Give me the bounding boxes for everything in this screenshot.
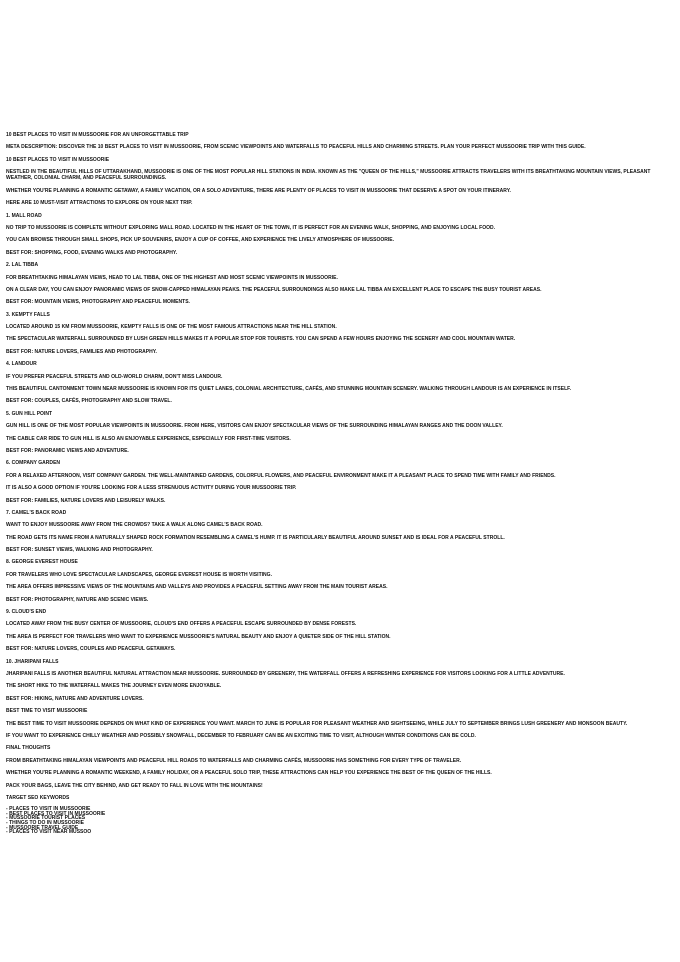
document-paragraph: 1. MALL ROAD	[6, 212, 42, 219]
document-paragraph: FINAL THOUGHTS	[6, 745, 51, 752]
document-paragraph: 10. JHARIPANI FALLS	[6, 658, 59, 665]
keyword-item: - MUSSOORIE TRAVEL GUIDE	[6, 824, 79, 831]
document-paragraph: FOR BREATHTAKING HIMALAYAN VIEWS, HEAD TO LAL TIBBA, ONE OF THE HIGHEST AND MOST SCENIC VIEWPOINTS IN MUSSOORIE.	[6, 274, 338, 281]
document-paragraph: WHETHER YOU'RE PLANNING A ROMANTIC WEEKEND, A FAMILY HOLIDAY, OR A PEACEFUL SOLO TRIP, THESE ATTRACTIONS CAN HELP YOU EXPERIENCE THE BEST OF THE QUEEN OF THE HILLS.	[6, 770, 492, 777]
keyword-item: - PLACES TO VISIT IN MUSSOORIE	[6, 806, 91, 813]
document-paragraph: LOCATED AROUND 15 KM FROM MUSSOORIE, KEMPTY FALLS IS ONE OF THE MOST FAMOUS ATTRACTIONS NEAR THE HILL STATION.	[6, 324, 337, 331]
document-paragraph: 10 BEST PLACES TO VISIT IN MUSSOORIE FOR AN UNFORGETTABLE TRIP	[6, 132, 189, 138]
document-paragraph: ON A CLEAR DAY, YOU CAN ENJOY PANORAMIC VIEWS OF SNOW-CAPPED HIMALAYAN PEAKS. THE PEACEFUL SURROUNDINGS ALSO MAKE LAL TIBBA AN EXCELLENT PLACE TO ESCAPE THE BUSY TOURIST AREAS.	[6, 286, 542, 293]
document-paragraph: GUN HILL IS ONE OF THE MOST POPULAR VIEWPOINTS IN MUSSOORIE. FROM HERE, VISITORS CAN ENJOY SPECTACULAR VIEWS OF THE SURROUNDING HIMALAYAN RANGES AND THE DOON VALLEY.	[6, 423, 503, 430]
document-paragraph: NESTLED IN THE BEAUTIFUL HILLS OF UTTARAKHAND, MUSSOORIE IS ONE OF THE MOST POPULAR HILL STATIONS IN INDIA. KNOWN AS THE "QUEEN OF THE HILLS," MUSSOORIE ATTRACTS TRAVELERS WITH ITS BREATHTAKING MOUNTAIN VIEWS, PLEASANT WEATHER, COLONIAL CHARM, AND PEACEFUL SURROUNDINGS.	[6, 169, 651, 182]
document-paragraph: 3. KEMPTY FALLS	[6, 311, 50, 318]
document-paragraph: BEST FOR: MOUNTAIN VIEWS, PHOTOGRAPHY AND PEACEFUL MOMENTS.	[6, 299, 190, 306]
document-paragraph: THE AREA OFFERS IMPRESSIVE VIEWS OF THE MOUNTAINS AND VALLEYS AND PROVIDES A PEACEFUL SETTING AWAY FROM THE MAIN TOURIST AREAS.	[6, 584, 388, 591]
document-paragraph: WANT TO ENJOY MUSSOORIE AWAY FROM THE CROWDS? TAKE A WALK ALONG CAMEL'S BACK ROAD.	[6, 522, 263, 529]
document-paragraph: 7. CAMEL'S BACK ROAD	[6, 509, 67, 516]
keyword-item: - MUSSOORIE TOURIST PLACES	[6, 815, 86, 822]
document-paragraph: BEST FOR: HIKING, NATURE AND ADVENTURE LOVERS.	[6, 695, 144, 702]
document-paragraph: THE AREA IS PERFECT FOR TRAVELERS WHO WANT TO EXPERIENCE MUSSOORIE'S NATURAL BEAUTY AND ENJOY A QUIETER SIDE OF THE HILL STATION.	[6, 633, 391, 640]
document-paragraph: 6. COMPANY GARDEN	[6, 460, 61, 467]
document-paragraph: LOCATED AWAY FROM THE BUSY CENTER OF MUSSOORIE, CLOUD'S END OFFERS A PEACEFUL ESCAPE SURROUNDED BY DENSE FORESTS.	[6, 621, 357, 628]
document-paragraph: BEST FOR: SHOPPING, FOOD, EVENING WALKS AND PHOTOGRAPHY.	[6, 249, 178, 256]
document-paragraph: THE CABLE CAR RIDE TO GUN HILL IS ALSO AN ENJOYABLE EXPERIENCE, ESPECIALLY FOR FIRST-TIME VISITORS.	[6, 435, 291, 442]
document-paragraph: THE SPECTACULAR WATERFALL SURROUNDED BY LUSH GREEN HILLS MAKES IT A POPULAR STOP FOR TOURISTS. YOU CAN SPEND A FEW HOURS ENJOYING THE SCENERY AND COOL MOUNTAIN WATER.	[6, 336, 516, 343]
document-paragraph: THE ROAD GETS ITS NAME FROM A NATURALLY SHAPED ROCK FORMATION RESEMBLING A CAMEL'S HUMP. IT IS PARTICULARLY BEAUTIFUL AROUND SUNSET AND IS IDEAL FOR A PEACEFUL STROLL.	[6, 534, 505, 541]
document-paragraph: FOR A RELAXED AFTERNOON, VISIT COMPANY GARDEN. THE WELL-MAINTAINED GARDENS, COLORFUL FLOWERS, AND PEACEFUL ENVIRONMENT MAKE IT A PLEASANT PLACE TO SPEND TIME WITH FAMILY AND FRIENDS.	[6, 472, 556, 479]
document-paragraph: PACK YOUR BAGS, LEAVE THE CITY BEHIND, AND GET READY TO FALL IN LOVE WITH THE MOUNTAINS!	[6, 782, 263, 789]
document-paragraph: 8. GEORGE EVEREST HOUSE	[6, 559, 78, 566]
document-paragraph: BEST FOR: SUNSET VIEWS, WALKING AND PHOTOGRAPHY.	[6, 547, 153, 554]
document-paragraph: BEST FOR: PHOTOGRAPHY, NATURE AND SCENIC VIEWS.	[6, 596, 149, 603]
document-paragraph: IT IS ALSO A GOOD OPTION IF YOU'RE LOOKING FOR A LESS STRENUOUS ACTIVITY DURING YOUR MUSSOORIE TRIP.	[6, 485, 297, 492]
document-paragraph: BEST TIME TO VISIT MUSSOORIE	[6, 708, 88, 715]
document-paragraph: WHETHER YOU'RE PLANNING A ROMANTIC GETAWAY, A FAMILY VACATION, OR A SOLO ADVENTURE, THERE ARE PLENTY OF PLACES TO VISIT IN MUSSOORIE THAT DESERVE A SPOT ON YOUR ITINERARY.	[6, 187, 511, 194]
paragraph-container	[6, 132, 670, 801]
document-paragraph: NO TRIP TO MUSSOORIE IS COMPLETE WITHOUT EXPLORING MALL ROAD. LOCATED IN THE HEART OF THE TOWN, IT IS PERFECT FOR AN EVENING WALK, SHOPPING, AND ENJOYING LOCAL FOOD.	[6, 224, 496, 231]
document-paragraph: BEST FOR: PANORAMIC VIEWS AND ADVENTURE.	[6, 447, 129, 454]
document-paragraph: THE SHORT HIKE TO THE WATERFALL MAKES THE JOURNEY EVEN MORE ENJOYABLE.	[6, 683, 222, 690]
document-paragraph: BEST FOR: FAMILIES, NATURE LOVERS AND LEISURELY WALKS.	[6, 497, 166, 504]
keyword-list	[6, 807, 670, 835]
document-paragraph: IF YOU WANT TO EXPERIENCE CHILLY WEATHER AND POSSIBLY SNOWFALL, DECEMBER TO FEBRUARY CAN BE AN EXCITING TIME TO VISIT, ALTHOUGH WINTER CONDITIONS CAN BE COLD.	[6, 732, 476, 739]
document-paragraph: THE BEST TIME TO VISIT MUSSOORIE DEPENDS ON WHAT KIND OF EXPERIENCE YOU WANT. MARCH TO JUNE IS POPULAR FOR PLEASANT WEATHER AND SIGHTSEEING, WHILE JULY TO SEPTEMBER BRINGS LUSH GREENERY AND MONSOON BEAUTY.	[6, 720, 628, 727]
document-paragraph: 4. LANDOUR	[6, 361, 37, 368]
keyword-item: - PLACES TO VISIT NEAR MUSSOO	[6, 829, 92, 836]
document-paragraph: 10 BEST PLACES TO VISIT IN MUSSOORIE	[6, 156, 110, 163]
document-paragraph: THIS BEAUTIFUL CANTONMENT TOWN NEAR MUSSOORIE IS KNOWN FOR ITS QUIET LANES, COLONIAL ARCHITECTURE, CAFÉS, AND STUNNING MOUNTAIN SCENERY. WALKING THROUGH LANDOUR IS AN EXPERIENCE IN ITSELF.	[6, 386, 572, 393]
document-paragraph: HERE ARE 10 MUST-VISIT ATTRACTIONS TO EXPLORE ON YOUR NEXT TRIP.	[6, 200, 193, 207]
keyword-item: - BEST PLACES TO VISIT IN MUSSOORIE	[6, 810, 106, 817]
document-body	[6, 132, 670, 835]
document-paragraph: FOR TRAVELERS WHO LOVE SPECTACULAR LANDSCAPES, GEORGE EVEREST HOUSE IS WORTH VISITING.	[6, 571, 272, 578]
document-paragraph: 9. CLOUD'S END	[6, 609, 47, 616]
document-paragraph: 5. GUN HILL POINT	[6, 410, 53, 417]
document-paragraph: IF YOU PREFER PEACEFUL STREETS AND OLD-WORLD CHARM, DON'T MISS LANDOUR.	[6, 373, 223, 380]
document-paragraph: 2. LAL TIBBA	[6, 262, 39, 269]
document-paragraph: BEST FOR: COUPLES, CAFÉS, PHOTOGRAPHY AND SLOW TRAVEL.	[6, 398, 172, 405]
document-paragraph: BEST FOR: NATURE LOVERS, COUPLES AND PEACEFUL GETAWAYS.	[6, 646, 176, 653]
document-paragraph: TARGET SEO KEYWORDS	[6, 794, 70, 801]
document-paragraph: BEST FOR: NATURE LOVERS, FAMILIES AND PHOTOGRAPHY.	[6, 348, 157, 355]
keyword-item: - THINGS TO DO IN MUSSOORIE	[6, 820, 84, 827]
document-paragraph: JHARIPANI FALLS IS ANOTHER BEAUTIFUL NATURAL ATTRACTION NEAR MUSSOORIE. SURROUNDED BY GREENERY, THE WATERFALL OFFERS A REFRESHING EXPERIENCE FOR VISITORS LOOKING FOR A LITTLE ADVENTURE.	[6, 671, 565, 677]
document-paragraph: YOU CAN BROWSE THROUGH SMALL SHOPS, PICK UP SOUVENIRS, ENJOY A CUP OF COFFEE, AND EXPERIENCE THE LIVELY ATMOSPHERE OF MUSSOORIE.	[6, 237, 395, 244]
document-paragraph: FROM BREATHTAKING HIMALAYAN VIEWPOINTS AND PEACEFUL HILL ROADS TO WATERFALLS AND CHARMING CAFÉS, MUSSOORIE HAS SOMETHING FOR EVERY TYPE OF TRAVELER.	[6, 757, 462, 764]
document-paragraph: META DESCRIPTION: DISCOVER THE 10 BEST PLACES TO VISIT IN MUSSOORIE, FROM SCENIC VIEWPOINTS AND WATERFALLS TO PEACEFUL HILLS AND CHARMING STREETS. PLAN YOUR PERFECT MUSSOORIE TRIP WITH THIS GUIDE.	[6, 144, 586, 151]
